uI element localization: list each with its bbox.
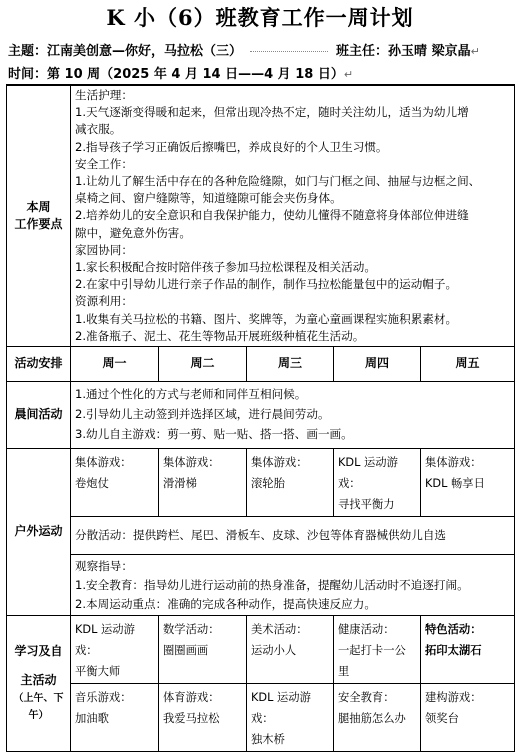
outdoor-game-mon: 集体游戏： 卷炮仗: [71, 449, 159, 517]
text-line: 2.培养幼儿的安全意识和自我保护能力，使幼儿懂得不随意将身体部位伸进缝: [75, 208, 469, 223]
text-line: 安全工作：: [75, 156, 133, 171]
text-line: 减衣服。: [75, 122, 122, 137]
paragraph-mark-icon: ↵: [343, 68, 354, 81]
learning-wed-1: 美术活动： 运动小人: [247, 616, 334, 684]
day-tuesday: 周二: [159, 347, 247, 382]
theme-value: 江南美创意—你好，马拉松（三）: [47, 44, 243, 59]
morning-content: [71, 382, 515, 449]
learning-label: 学习及自 主活动 （上午、下 午）: [7, 616, 71, 752]
learning-tue-2: 体育游戏： 我爱马拉松: [159, 684, 247, 752]
text-line: 1.家长积极配合按时陪伴孩子参加马拉松课程及相关活动。: [75, 260, 376, 275]
outdoor-games-row: [7, 449, 515, 517]
text-line: 生活护理：: [75, 88, 133, 102]
theme-label: 主题：: [8, 44, 48, 59]
learning-fri-2: 建构游戏： 领奖台: [421, 684, 515, 752]
learning-thu-1: 健康活动： 一起打卡一公里: [334, 616, 421, 684]
weekly-plan-table: [6, 84, 515, 752]
text-line: 家园协同：: [75, 242, 133, 257]
text-line: 2.准备瓶子、泥土、花生等物品开展班级种植花生活动。: [75, 328, 365, 343]
outdoor-game-thu: KDL 运动游戏： 寻找平衡力: [334, 449, 421, 517]
outdoor-scattered-row: [7, 517, 515, 555]
day-monday: 周一: [71, 347, 159, 382]
weekly-focus-content: [71, 85, 515, 347]
day-friday: 周五: [421, 347, 515, 382]
outdoor-observation-row: [7, 555, 515, 616]
text-line: 观察指导：: [75, 559, 133, 574]
text-line: 桌椅之间、窗户缝隙等，知道缝隙可能会夹伤身体。: [75, 191, 342, 206]
morning-row: [7, 382, 515, 449]
page-title: K 小（6）班教育工作一周计划: [106, 5, 414, 30]
outdoor-observation: [71, 555, 515, 616]
dotted-leader: [250, 51, 328, 52]
time-label: 时间：: [8, 67, 48, 82]
learning-wed-2: KDL 运动游戏： 独木桥: [247, 684, 334, 752]
text-line: 资源利用：: [75, 294, 133, 309]
text-line: 2.引导幼儿主动签到并选择区域，进行晨间劳动。: [75, 407, 330, 422]
time-value: 第 10 周（2025 年 4 月 14 日——4 月 18 日）: [47, 67, 344, 82]
text-line: 2.指导孩子学习正确饭后擦嘴巴，养成良好的个人卫生习惯。: [75, 139, 388, 154]
learning-fri-1: 特色活动： 拓印太湖石: [421, 616, 515, 684]
learning-mon-2: 音乐游戏： 加油歌: [71, 684, 159, 752]
learning-tue-1: 数学活动： 圈圈画画: [159, 616, 247, 684]
text-line: 1.通过个性化的方式与老师和同伴互相问候。: [75, 387, 307, 402]
weekly-focus-row: [7, 85, 515, 347]
text-line: 1.收集有关马拉松的书籍、图片、奖牌等，为童心童画课程实施积累素材。: [75, 311, 458, 326]
outdoor-label: 户外运动: [7, 449, 71, 616]
outdoor-game-fri: 集体游戏： KDL 畅享日: [421, 449, 515, 517]
time-line: [8, 63, 353, 82]
outdoor-game-tue: 集体游戏： 滑滑梯: [159, 449, 247, 517]
schedule-row: [7, 347, 515, 382]
text-line: 2.在家中引导幼儿进行亲子作品的制作，制作马拉松能量包中的运动帽子。: [75, 277, 458, 292]
text-line: 1.天气逐渐变得暖和起来，但常出现冷热不定，随时关注幼儿，适当为幼儿增: [75, 105, 469, 120]
learning-row-1: [7, 616, 515, 684]
paragraph-mark-icon: ↵: [470, 45, 480, 58]
teacher-names: 孙玉晴 梁京晶: [388, 44, 471, 59]
text-line: 隙中，避免意外伤害。: [75, 225, 191, 240]
teacher-label: 班主任：: [336, 44, 389, 59]
outdoor-game-wed: 集体游戏： 滚轮胎: [247, 449, 334, 517]
day-thursday: 周四: [334, 347, 421, 382]
weekly-focus-label: 本周 工作要点: [7, 85, 71, 347]
outdoor-scattered: 分散活动：提供跨栏、尾巴、滑板车、皮球、沙包等体育器械供幼儿自选: [71, 517, 515, 555]
day-wednesday: 周三: [247, 347, 334, 382]
text-line: 2.本周运动重点：准确的完成各种动作，提高快速反应力。: [75, 597, 376, 612]
text-line: 3.幼儿自主游戏：剪一剪、贴一贴、搭一搭、画一画。: [75, 427, 353, 442]
theme-line: [8, 40, 480, 59]
learning-thu-2: 安全教育： 腿抽筋怎么办: [334, 684, 421, 752]
text-line: 1.让幼儿了解生活中存在的各种危险缝隙，如门与门框之间、抽屉与边框之间、: [75, 174, 481, 189]
schedule-label: 活动安排: [7, 347, 71, 382]
morning-label: 晨间活动: [7, 382, 71, 449]
learning-row-2: [7, 684, 515, 752]
text-line: 1.安全教育：指导幼儿进行运动前的热身准备，提醒幼儿活动时不追逐打闹。: [75, 578, 469, 593]
learning-mon-1: KDL 运动游戏： 平衡大师: [71, 616, 159, 684]
